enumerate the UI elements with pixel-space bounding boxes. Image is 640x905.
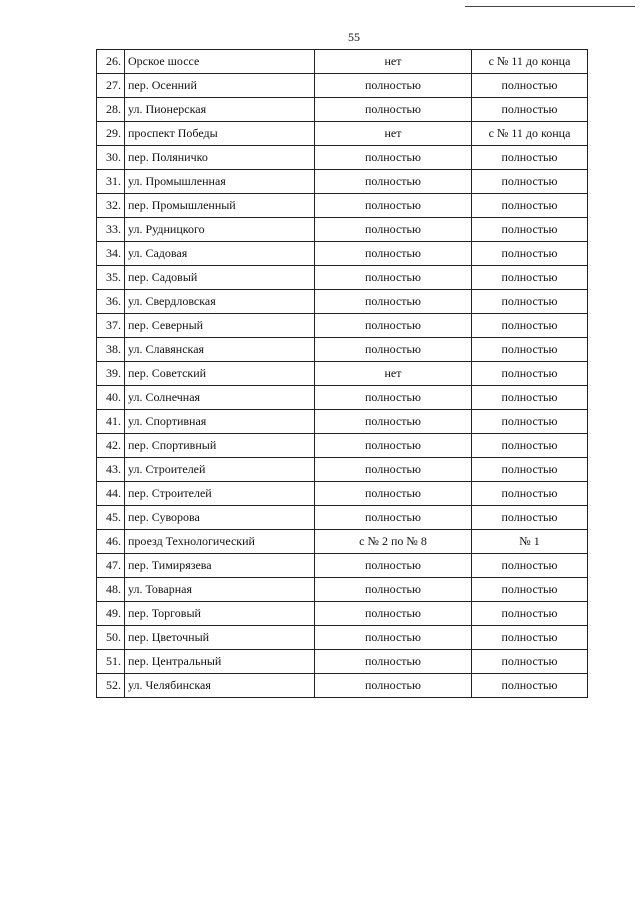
coverage-value-a: полностью [315,578,472,602]
row-number: 45. [97,506,125,530]
row-number: 35. [97,266,125,290]
street-name: пер. Строителей [125,482,315,506]
coverage-value-a: полностью [315,314,472,338]
coverage-value-a: нет [315,122,472,146]
table-row [97,338,588,362]
table-body [97,50,588,698]
street-name: Орское шоссе [125,50,315,74]
row-number: 50. [97,626,125,650]
coverage-value-a: полностью [315,338,472,362]
page-number: 55 [348,30,360,44]
street-name: пер. Цветочный [125,626,315,650]
street-name: ул. Рудницкого [125,218,315,242]
row-number: 29. [97,122,125,146]
street-name: пер. Осенний [125,74,315,98]
row-number: 32. [97,194,125,218]
row-number: 46. [97,530,125,554]
table-row [97,530,588,554]
coverage-value-b: полностью [472,242,588,266]
coverage-value-b: полностью [472,386,588,410]
table-row [97,314,588,338]
street-name: ул. Промышленная [125,170,315,194]
row-number: 44. [97,482,125,506]
coverage-value-a: нет [315,362,472,386]
coverage-value-b: полностью [472,266,588,290]
coverage-value-b: полностью [472,602,588,626]
street-name: ул. Строителей [125,458,315,482]
coverage-value-a: полностью [315,674,472,698]
street-name: пер. Промышленный [125,194,315,218]
street-table [96,49,588,698]
street-name: пер. Суворова [125,506,315,530]
table-row [97,506,588,530]
table-row [97,650,588,674]
table-row [97,74,588,98]
coverage-value-b: полностью [472,578,588,602]
street-name: пер. Поляничко [125,146,315,170]
row-number: 27. [97,74,125,98]
coverage-value-a: полностью [315,170,472,194]
table-row [97,362,588,386]
row-number: 31. [97,170,125,194]
street-name: пер. Садовый [125,266,315,290]
coverage-value-a: полностью [315,266,472,290]
coverage-value-a: полностью [315,434,472,458]
coverage-value-a: полностью [315,386,472,410]
table-row [97,50,588,74]
coverage-value-b: полностью [472,314,588,338]
street-name: пер. Торговый [125,602,315,626]
coverage-value-a: полностью [315,458,472,482]
row-number: 40. [97,386,125,410]
table-row [97,602,588,626]
coverage-value-a: нет [315,50,472,74]
street-name: пер. Спортивный [125,434,315,458]
coverage-value-b: полностью [472,170,588,194]
table-row [97,554,588,578]
coverage-value-b: полностью [472,74,588,98]
coverage-value-b: с № 11 до конца [472,122,588,146]
table-row [97,242,588,266]
coverage-value-a: полностью [315,218,472,242]
coverage-value-a: полностью [315,242,472,266]
coverage-value-a: с № 2 по № 8 [315,530,472,554]
row-number: 37. [97,314,125,338]
table-row [97,578,588,602]
coverage-value-b: полностью [472,482,588,506]
table-row [97,290,588,314]
row-number: 43. [97,458,125,482]
row-number: 47. [97,554,125,578]
street-name: пер. Центральный [125,650,315,674]
coverage-value-b: полностью [472,218,588,242]
row-number: 49. [97,602,125,626]
coverage-value-b: полностью [472,674,588,698]
header-rule [465,6,635,7]
table-row [97,434,588,458]
street-name: ул. Солнечная [125,386,315,410]
coverage-value-a: полностью [315,506,472,530]
row-number: 38. [97,338,125,362]
coverage-value-a: полностью [315,410,472,434]
coverage-value-b: полностью [472,554,588,578]
table-row [97,98,588,122]
table-row [97,170,588,194]
street-name: ул. Садовая [125,242,315,266]
street-name: проспект Победы [125,122,315,146]
coverage-value-a: полностью [315,98,472,122]
row-number: 34. [97,242,125,266]
coverage-value-a: полностью [315,626,472,650]
street-name: пер. Тимирязева [125,554,315,578]
street-name: ул. Спортивная [125,410,315,434]
coverage-value-b: полностью [472,338,588,362]
table-row [97,218,588,242]
coverage-value-a: полностью [315,650,472,674]
table-row [97,482,588,506]
street-name: ул. Славянская [125,338,315,362]
street-name: ул. Пионерская [125,98,315,122]
row-number: 30. [97,146,125,170]
coverage-value-a: полностью [315,290,472,314]
street-name: ул. Свердловская [125,290,315,314]
row-number: 42. [97,434,125,458]
table-row [97,674,588,698]
coverage-value-b: полностью [472,410,588,434]
coverage-value-a: полностью [315,482,472,506]
street-name: ул. Челябинская [125,674,315,698]
row-number: 51. [97,650,125,674]
coverage-value-b: полностью [472,146,588,170]
coverage-value-a: полностью [315,146,472,170]
table-row [97,626,588,650]
table-row [97,146,588,170]
coverage-value-a: полностью [315,194,472,218]
row-number: 52. [97,674,125,698]
coverage-value-b: полностью [472,290,588,314]
coverage-value-b: № 1 [472,530,588,554]
table-row [97,458,588,482]
coverage-value-b: полностью [472,506,588,530]
street-name: проезд Технологический [125,530,315,554]
coverage-value-b: с № 11 до конца [472,50,588,74]
coverage-value-b: полностью [472,194,588,218]
street-name: ул. Товарная [125,578,315,602]
coverage-value-a: полностью [315,602,472,626]
row-number: 26. [97,50,125,74]
street-name: пер. Северный [125,314,315,338]
table-row [97,194,588,218]
row-number: 41. [97,410,125,434]
coverage-value-b: полностью [472,458,588,482]
table-row [97,386,588,410]
coverage-value-a: полностью [315,554,472,578]
row-number: 33. [97,218,125,242]
coverage-value-b: полностью [472,362,588,386]
row-number: 36. [97,290,125,314]
row-number: 48. [97,578,125,602]
row-number: 28. [97,98,125,122]
coverage-value-b: полностью [472,650,588,674]
street-name: пер. Советский [125,362,315,386]
coverage-value-a: полностью [315,74,472,98]
table-row [97,122,588,146]
coverage-value-b: полностью [472,434,588,458]
table-row [97,410,588,434]
coverage-value-b: полностью [472,98,588,122]
table-row [97,266,588,290]
coverage-value-b: полностью [472,626,588,650]
row-number: 39. [97,362,125,386]
